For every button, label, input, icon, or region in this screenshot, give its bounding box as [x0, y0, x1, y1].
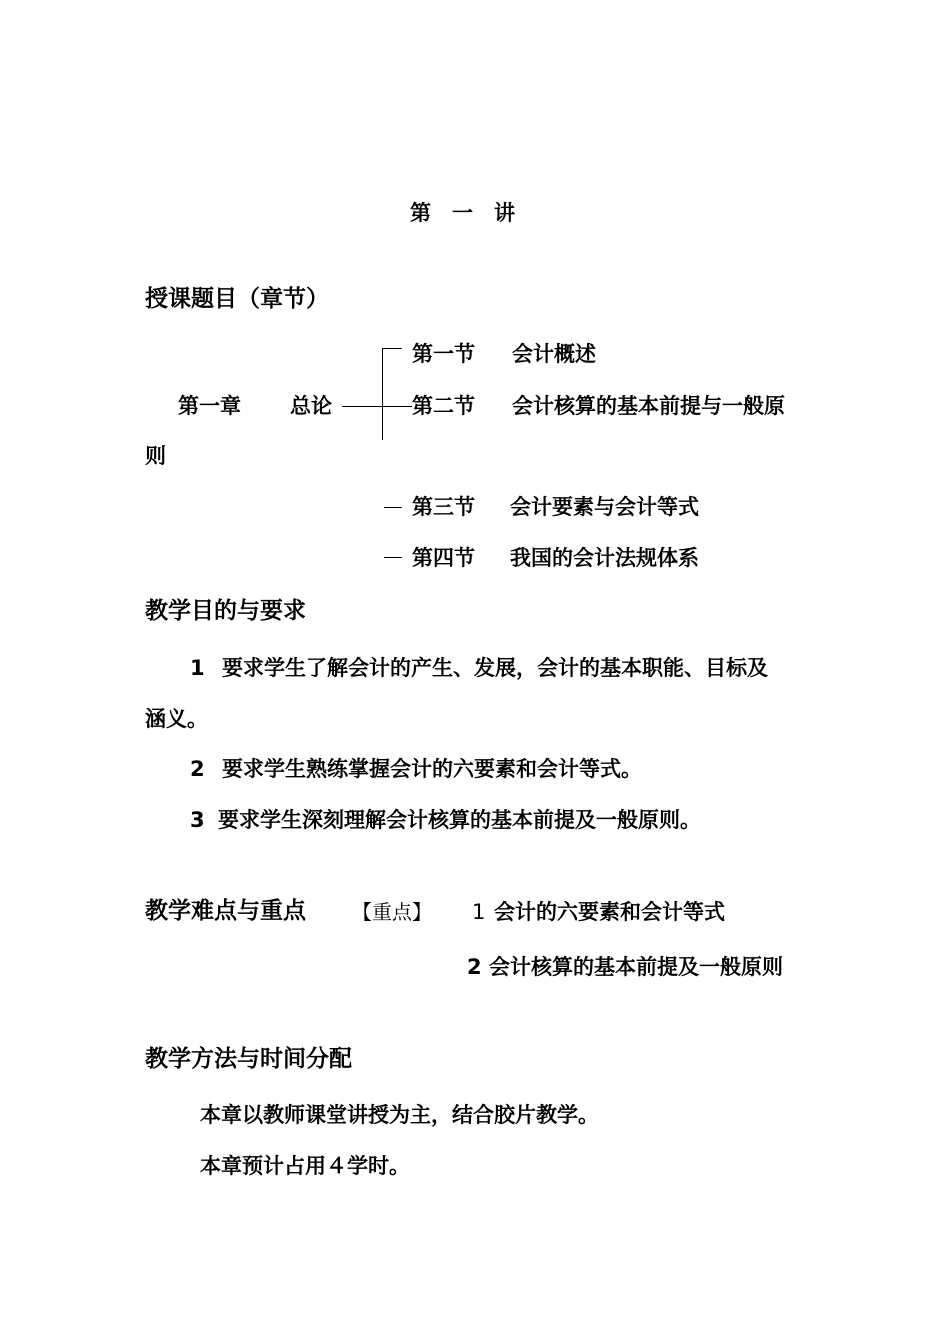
key-point-2-num: 2 — [467, 955, 482, 979]
section-3-title: 会计要素与会计等式 — [510, 495, 699, 519]
key-points-heading: 教学难点与重点 — [145, 898, 306, 924]
section-2-title: 会计核算的基本前提与一般原 — [512, 394, 785, 418]
objective-1-num: 1 — [190, 656, 205, 680]
objective-2-num: 2 — [190, 757, 205, 781]
objective-3-num: 3 — [190, 808, 205, 832]
objective-1-text: 要求学生了解会计的产生、发展，会计的基本职能、目标及 — [222, 656, 768, 680]
section-2-label: 第二节 — [412, 394, 475, 418]
topic-heading: 授课题目（章节） — [145, 286, 329, 312]
section-2-title-wrap: 则 — [145, 444, 166, 468]
key-points-tag: 【重点】 — [352, 900, 432, 924]
bracket-vertical-line — [382, 348, 383, 440]
key-point-1-num: 1 — [472, 900, 486, 924]
section-3-label: 第三节 — [412, 495, 475, 519]
method-line-1: 本章以教师课堂讲授为主，结合胶片教学。 — [200, 1103, 599, 1127]
section-4-title: 我国的会计法规体系 — [510, 546, 699, 570]
key-point-2-text: 会计核算的基本前提及一般原则 — [489, 955, 783, 979]
objective-2-text: 要求学生熟练掌握会计的六要素和会计等式。 — [222, 757, 642, 781]
objectives-heading: 教学目的与要求 — [145, 598, 306, 624]
section-3-dash — [384, 507, 402, 508]
section-4-dash — [384, 557, 402, 558]
method-line-2: 本章预计占用４学时。 — [200, 1154, 410, 1178]
method-heading: 教学方法与时间分配 — [145, 1046, 352, 1072]
objective-3-text: 要求学生深刻理解会计核算的基本前提及一般原则。 — [218, 808, 701, 832]
chapter-label: 第一章 — [178, 394, 241, 418]
bracket-connector-line — [342, 406, 412, 407]
key-point-1-text: 会计的六要素和会计等式 — [494, 900, 725, 924]
lecture-title: 第 一 讲 — [410, 201, 515, 225]
objective-1-wrap: 涵义。 — [145, 707, 208, 731]
chapter-name: 总论 — [290, 394, 332, 418]
section-4-label: 第四节 — [412, 546, 475, 570]
bracket-top-tick — [382, 348, 402, 349]
section-1-title: 会计概述 — [512, 342, 596, 366]
section-1-label: 第一节 — [412, 342, 475, 366]
